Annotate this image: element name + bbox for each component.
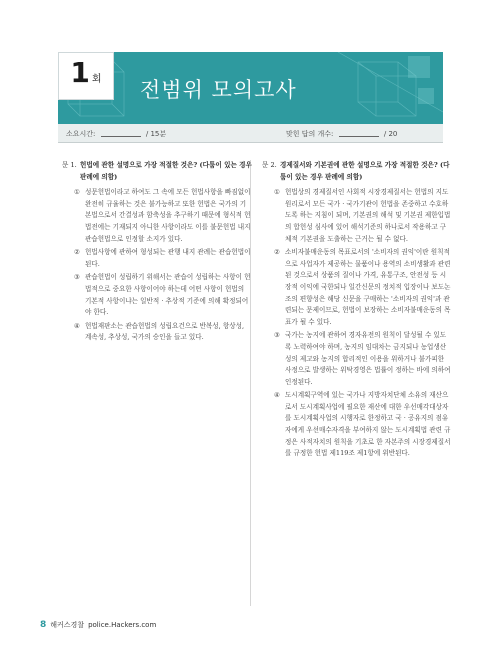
footer-url: police.Hackers.com (88, 621, 157, 629)
option-1 (274, 187, 452, 245)
option-mark: ③ (74, 273, 80, 282)
footer-brand: 해커스경찰 (50, 621, 85, 629)
option-4 (74, 321, 252, 344)
option-text: 헌법사항에 관하여 형성되는 관행 내지 관례는 관습헌법이 된다. (85, 248, 251, 268)
option-text: 성문헌법이라고 하여도 그 속에 모든 헌법사항을 빠짐없이 완전히 규율하는 것은 불가능하고 또한 헌법은 국가의 기본법으로서 간결성과 함축성을 추구하기 때문에 형식적 헌법전에는 기재되지 아니한 사항이라도 이를 불문헌법 내지 관습헌법으로 인정할 소지가 있다. (85, 188, 251, 243)
option-mark: ① (74, 188, 80, 197)
question-stem: 경제질서와 기본권에 관한 설명으로 가장 적절한 것은? (다툼이 있는 경우 판례에 의함) (280, 161, 450, 181)
option-1 (74, 187, 252, 245)
answer-total: / 20 (383, 130, 398, 138)
option-mark: ② (274, 248, 280, 257)
option-mark: ③ (274, 331, 280, 340)
question-2 (262, 160, 452, 462)
answer-count-field (286, 129, 397, 139)
option-2 (274, 247, 452, 328)
round-number-box (58, 52, 114, 100)
info-bar (58, 124, 443, 143)
option-2 (74, 247, 252, 270)
question-number: 문 1. (62, 161, 77, 169)
time-total: / 15분 (145, 130, 167, 138)
option-3 (74, 272, 252, 318)
question-header (62, 160, 252, 183)
page-number: 8 (40, 620, 47, 630)
round-suffix: 회 (91, 74, 102, 85)
option-text: 헌법상의 경제질서인 사회적 시장경제질서는 헌법의 지도원리로서 모든 국가 · 국가기관이 헌법을 존중하고 수호하도록 하는 지침이 되며, 기본권의 해석 및 기본권 제한입법의 합헌성 심사에 있어 해석기준의 하나로서 작용하고 구체적 기본권을 도출하는 근거는 될 수 없다. (285, 188, 451, 243)
option-text: 국가는 농지에 관하여 경자유전의 원칙이 달성될 수 있도록 노력하여야 하며, 농지의 임대차는 금지되나 농업생산성의 제고와 농지의 합리적인 이용을 위하거나 불가피한 사정으로 발생하는 위탁경영은 법률이 정하는 바에 의하여 인정된다. (285, 331, 451, 386)
option-mark: ② (74, 248, 80, 257)
option-4 (274, 390, 452, 460)
round-number: 1 (70, 56, 90, 89)
page-footer (40, 620, 156, 630)
answer-blank (339, 136, 379, 137)
option-mark: ① (274, 188, 280, 197)
answer-label: 맞힌 답의 개수: (286, 130, 334, 138)
question-1 (62, 160, 252, 346)
option-text: 도시계획구역에 있는 국가나 지방자치단체 소유의 재산으로서 도시계획사업에 필요한 재산에 대한 우선매각대상자를 도시계획사업의 시행자로 한정하고 국 · 공유지의 점유자에게 우선매수자격을 부여하지 않는 도시계획법 관련 규정은 사적자치의 원칙을 기초로 한 자본주의 시장경제질서를 규정한 헌법 제119조 제1항에 위반된다. (285, 391, 451, 458)
time-label: 소요시간: (66, 130, 96, 138)
question-stem: 헌법에 관한 설명으로 가장 적절한 것은? (다툼이 있는 경우 판례에 의함) (80, 161, 252, 181)
question-number: 문 2. (262, 161, 277, 169)
exam-title: 전범위 모의고사 (140, 78, 297, 102)
option-text: 헌법재판소는 관습헌법의 성립요건으로 반복성, 항상성, 계속성, 추상성, 국가의 승인을 들고 있다. (85, 321, 245, 342)
question-header (262, 160, 452, 183)
option-3 (274, 330, 452, 388)
time-field (66, 129, 166, 139)
option-mark: ④ (274, 391, 280, 400)
option-text: 소비자불매운동의 목표로서의 '소비자의 권익'이란 원칙적으로 사업자가 제공하는 물품이나 용역의 소비생활과 관련된 것으로서 상품의 질이나 가격, 유통구조, 안전성 등 시장적 이익에 국한되나 일간신문의 정치적 입장이나 보도논조의 편향성은 해당 신문을 구매하는 '소비자의 권익'과 관련되는 문제이므로, 헌법이 보장하는 소비자불매운동의 목표가 될 수 있다. (285, 248, 451, 326)
option-text: 관습헌법이 성립하기 위해서는 관습이 성립하는 사항이 헌법적으로 중요한 사항이어야 하는데 어떤 사항이 헌법의 기본적 사항이냐는 일반적 · 추상적 기준에 의해 확정되어야 한다. (85, 273, 251, 317)
option-mark: ④ (74, 321, 80, 330)
time-blank (101, 136, 141, 137)
